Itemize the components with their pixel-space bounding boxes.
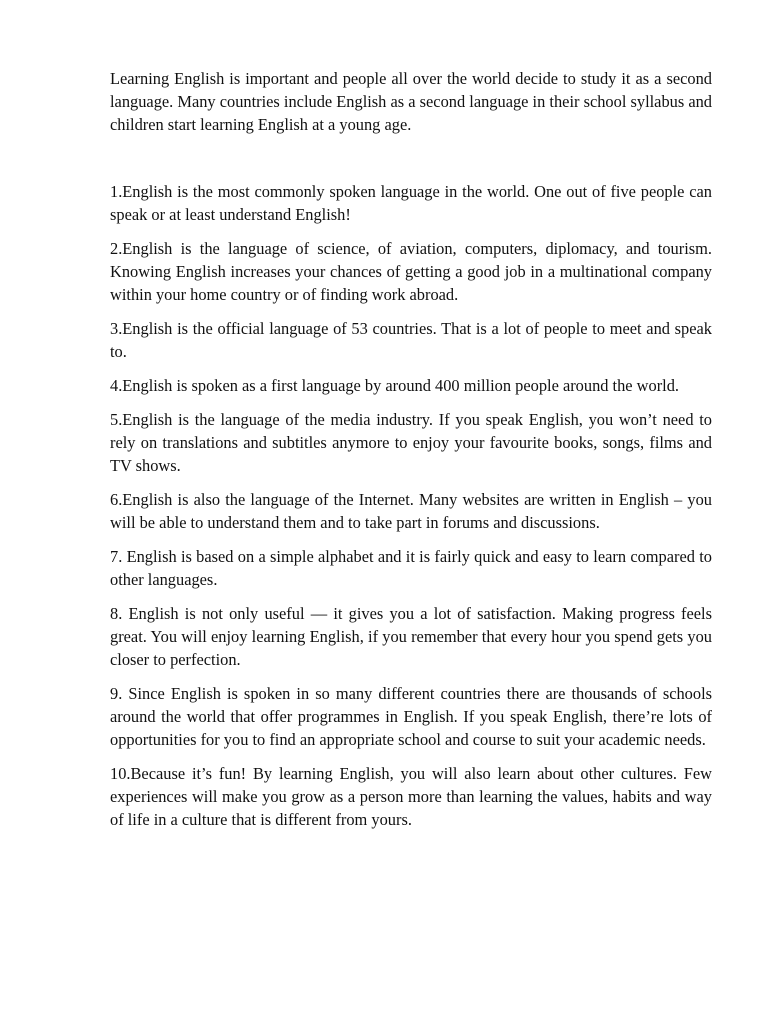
point-paragraph-9: 9. Since English is spoken in so many different countries there are thousands of schools around the world that offer programmes in English. If you speak English, there’re lots of opportunities for you to find an appropriate school and course to suit your academic needs. (110, 684, 712, 749)
document-body (110, 67, 712, 842)
point-paragraph-5: 5.English is the language of the media industry. If you speak English, you won’t need to rely on translations and subtitles anymore to enjoy your favourite books, songs, films and TV shows. (110, 410, 712, 475)
intro-paragraph: Learning English is important and people all over the world decide to study it as a second language. Many countries include English as a second language in their school syllabus and children start learning English at a young age. (110, 69, 712, 134)
point-paragraph-10: 10.Because it’s fun! By learning English, you will also learn about other cultures. Few experiences will make you grow as a person more than learning the values, habits and way of life in a culture that is different from yours. (110, 764, 712, 829)
point-paragraph-8: 8. English is not only useful — it gives you a lot of satisfaction. Making progress feels great. You will enjoy learning English, if you remember that every hour you spend gets you closer to perfection. (110, 604, 712, 669)
point-paragraph-6: 6.English is also the language of the Internet. Many websites are written in English – you will be able to understand them and to take part in forums and discussions. (110, 490, 712, 532)
point-paragraph-7: 7. English is based on a simple alphabet and it is fairly quick and easy to learn compared to other languages. (110, 547, 712, 589)
point-paragraph-4: 4.English is spoken as a first language by around 400 million people around the world. (110, 376, 680, 395)
point-paragraph-2: 2.English is the language of science, of aviation, computers, diplomacy, and tourism. Knowing English increases your chances of getting a good job in a multinational company within your home country or of finding work abroad. (110, 239, 712, 304)
point-paragraph-3: 3.English is the official language of 53 countries. That is a lot of people to meet and speak to. (110, 319, 712, 361)
point-paragraph-1: 1.English is the most commonly spoken language in the world. One out of five people can speak or at least understand English! (110, 182, 712, 224)
